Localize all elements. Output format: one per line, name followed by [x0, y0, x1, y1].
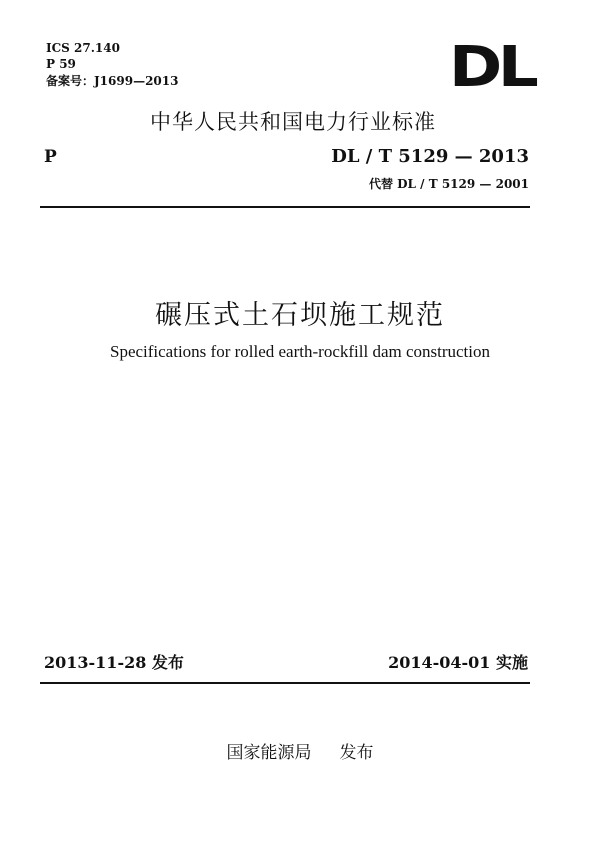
publisher-action: 发布 [339, 743, 374, 763]
standard-type-title: 中华人民共和国电力行业标准 [150, 110, 436, 134]
standard-number: DL / T 5129 — 2013 [331, 146, 529, 167]
footer-divider [40, 682, 530, 684]
document-title-en: Specifications for rolled earth-rockfill dam construction [109, 342, 490, 361]
issue-date: 2013-11-28 发布 [44, 653, 184, 672]
replaces-standard: 代替 DL / T 5129 — 2001 [368, 177, 529, 191]
header-divider [40, 206, 530, 208]
publisher-line [0, 738, 600, 763]
publisher-name: 国家能源局 [226, 743, 312, 763]
filing-number: 备案号：J1699—2013 [46, 74, 179, 88]
classification-code: P [44, 147, 57, 167]
dl-logo: DL [448, 35, 534, 100]
document-title-cn: 碾压式土石坝施工规范 [155, 300, 445, 331]
ics-code: ICS 27.140 [46, 41, 120, 55]
p-code: P 59 [46, 57, 76, 71]
implementation-date: 2014-04-01 实施 [388, 653, 528, 672]
